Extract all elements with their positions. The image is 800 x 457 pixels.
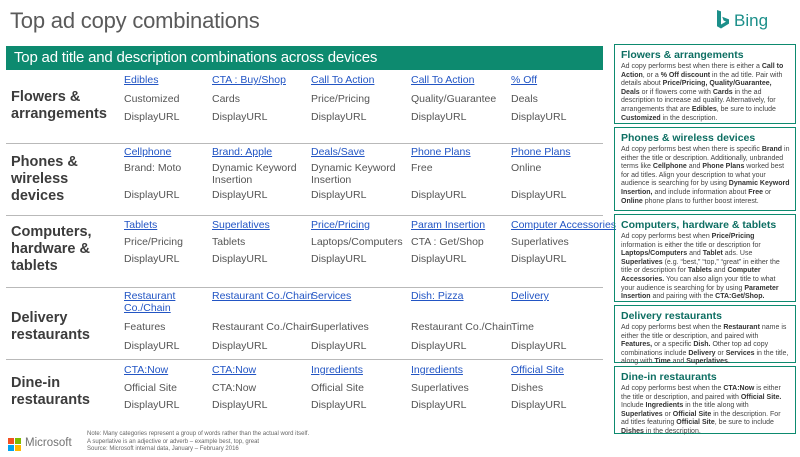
display-url-cell: DisplayURL [511, 253, 567, 265]
section-banner: Top ad title and description combinations across devices [6, 46, 603, 70]
display-url-cell: DisplayURL [311, 253, 367, 265]
description-cell: Free [411, 162, 433, 174]
description-cell: Deals [511, 93, 538, 105]
display-url-cell: DisplayURL [212, 189, 268, 201]
title-link[interactable]: Param Insertion [411, 219, 486, 231]
description-cell: Laptops/Computers [311, 236, 403, 248]
description-cell: Time [511, 321, 534, 333]
title-link[interactable]: Official Site [511, 364, 564, 376]
display-url-cell: DisplayURL [411, 399, 467, 411]
display-url-cell: DisplayURL [311, 340, 367, 352]
display-url-cell: DisplayURL [511, 189, 567, 201]
display-url-cell: DisplayURL [212, 253, 268, 265]
display-url-cell: DisplayURL [411, 111, 467, 123]
display-url-cell: DisplayURL [311, 189, 367, 201]
title-link[interactable]: Price/Pricing [311, 219, 370, 231]
category-label: Flowers & arrangements [11, 89, 107, 122]
title-link[interactable]: Superlatives [212, 219, 270, 231]
category-label: Dine-in restaurants [11, 375, 90, 408]
description-cell: Superlatives [511, 236, 569, 248]
display-url-cell: DisplayURL [124, 399, 180, 411]
title-link[interactable]: Dish: Pizza [411, 290, 464, 302]
title-link[interactable]: Cellphone [124, 146, 172, 158]
tip-body: Ad copy performs best when the Restaurant name is either the title or description, and paired with Features, or a specific Dish. Other top ad copy combinations include Delivery or Services in the title, along with Time and Superlatives. [621, 324, 789, 366]
footnotes [87, 431, 387, 454]
category-label: Phones & wireless devices [11, 154, 78, 204]
title-link[interactable]: Restaurant Co./Chain [124, 290, 176, 314]
tip-box-flowers [614, 44, 796, 124]
display-url-cell: DisplayURL [124, 340, 180, 352]
bing-logo [716, 9, 790, 35]
title-link[interactable]: Services [311, 290, 352, 302]
tip-box-phones [614, 127, 796, 211]
display-url-cell: DisplayURL [511, 111, 567, 123]
description-cell: Superlatives [311, 321, 369, 333]
description-cell: Dynamic Keyword Insertion [212, 162, 297, 186]
display-url-cell: DisplayURL [124, 189, 180, 201]
footnote: Source: Microsoft internal data, January – February 2016 [87, 446, 239, 452]
description-cell: Superlatives [411, 382, 469, 394]
description-cell: Features [124, 321, 166, 333]
tip-title: Phones & wireless devices [621, 132, 756, 144]
title-link[interactable]: Tablets [124, 219, 158, 231]
footnote: Note: Many categories represent a group of words rather than the actual word itself. [87, 431, 310, 437]
description-cell: Official Site [124, 382, 177, 394]
display-url-cell: DisplayURL [124, 253, 180, 265]
title-link[interactable]: Phone Plans [411, 146, 471, 158]
group-flowers [6, 72, 603, 144]
category-label: Delivery restaurants [11, 310, 90, 343]
tip-box-delivery [614, 305, 796, 366]
tip-body: Ad copy performs best when there is either a Call to Action, or a % Off discount in the ad title. Pair with details about Price/Pricing, Quality/Guarantee, Deals or if flowers come with Cards in the ad description to increase ad quality. Alternatively, for arrangements that are Edibles, be sure to include Customized in the description. [621, 63, 784, 122]
display-url-cell: DisplayURL [411, 253, 467, 265]
tip-title: Computers, hardware & tablets [621, 219, 777, 231]
display-url-cell: DisplayURL [212, 111, 268, 123]
ms-square-red [8, 438, 14, 444]
title-link[interactable]: Delivery [511, 290, 549, 302]
title-link[interactable]: Phone Plans [511, 146, 571, 158]
group-phones [6, 144, 603, 216]
page-title: Top ad copy combinations [10, 8, 260, 33]
title-link[interactable]: CTA : Buy/Shop [212, 74, 286, 86]
description-cell: Quality/Guarantee [411, 93, 497, 105]
combinations-grid [6, 72, 617, 432]
title-link[interactable]: Deals/Save [311, 146, 365, 158]
title-link[interactable]: % Off [511, 74, 538, 86]
ms-square-blue [8, 445, 14, 451]
display-url-cell: DisplayURL [511, 340, 567, 352]
bing-wordmark: Bing [734, 11, 769, 30]
ms-square-yellow [15, 445, 21, 451]
description-cell: Price/Pricing [124, 236, 183, 248]
title-link[interactable]: Restaurant Co./Chain [212, 290, 313, 302]
group-computers [6, 216, 617, 288]
description-cell: Online [511, 162, 542, 174]
footnote: A superlative is an adjective or adverb – example best, top, great [87, 438, 260, 445]
category-label: Computers, hardware & tablets [11, 224, 92, 274]
description-cell: Cards [212, 93, 241, 105]
display-url-cell: DisplayURL [411, 189, 467, 201]
display-url-cell: DisplayURL [311, 399, 367, 411]
display-url-cell: DisplayURL [411, 340, 467, 352]
title-link[interactable]: Ingredients [311, 364, 363, 376]
title-link[interactable]: Computer Accessories [511, 219, 617, 231]
microsoft-logo [8, 437, 78, 451]
bing-b-icon [716, 9, 730, 31]
description-cell: Brand: Moto [124, 162, 182, 174]
display-url-cell: DisplayURL [212, 340, 268, 352]
title-link[interactable]: CTA:Now [124, 364, 169, 376]
description-cell: Tablets [212, 236, 246, 248]
description-cell: Restaurant Co./Chain [212, 321, 313, 333]
microsoft-wordmark: Microsoft [25, 437, 72, 449]
tip-title: Flowers & arrangements [621, 49, 744, 61]
display-url-cell: DisplayURL [212, 399, 268, 411]
description-cell: Customized [124, 93, 180, 105]
description-cell: CTA : Get/Shop [411, 236, 484, 248]
description-cell: Price/Pricing [311, 93, 370, 105]
display-url-cell: DisplayURL [311, 111, 367, 123]
description-cell: Official Site [311, 382, 364, 394]
title-link[interactable]: Call To Action [411, 74, 475, 86]
tip-title: Dine-in restaurants [621, 371, 717, 383]
tip-body: Ad copy performs best when there is specific Brand in either the title or description. Additionally, unbranded terms like Cellphone and Phone Plans worked best for ad titles. Align your description to what your audience is searching for by using Dynamic Keyword Insertion, and include information about Free or Online phone plans to further boost interest. [621, 146, 790, 205]
tip-box-dine-in [614, 366, 796, 434]
tip-body: Ad copy performs best when Price/Pricing information is either the title or description for Laptops/Computers and Tablet ads. Use Superlatives (e.g. “best,” “top,” “great” in either the title or description for Tablets and Computer Accessories. You can also align your title to what your audience is searching for by using Parameter Insertion and pairing with the CTA:Get/Shop. [621, 233, 780, 301]
description-cell: Dishes [511, 382, 544, 394]
title-link[interactable]: Brand: Apple [212, 146, 273, 158]
ms-square-green [15, 438, 21, 444]
tip-title: Delivery restaurants [621, 310, 722, 322]
tip-box-computers [614, 214, 796, 302]
display-url-cell: DisplayURL [124, 111, 180, 123]
description-cell: Restaurant Co./Chain [411, 321, 512, 333]
title-link[interactable]: Call To Action [311, 74, 375, 86]
display-url-cell: DisplayURL [511, 399, 567, 411]
group-delivery [6, 288, 603, 360]
description-cell: CTA:Now [212, 382, 257, 394]
title-link[interactable]: CTA:Now [212, 364, 257, 376]
tip-body: Ad copy performs best when the CTA:Now is either the title or description, and paired with Official Site. Include Ingredients in the title along with Superlatives or Official Site in the description. For ad titles featuring Official Site, be sure to include Dishes in the description. [621, 385, 782, 435]
group-dine-in [6, 360, 603, 432]
description-cell: Dynamic Keyword Insertion [311, 162, 396, 186]
title-link[interactable]: Ingredients [411, 364, 463, 376]
microsoft-squares-icon [8, 438, 21, 451]
title-link[interactable]: Edibles [124, 74, 159, 86]
